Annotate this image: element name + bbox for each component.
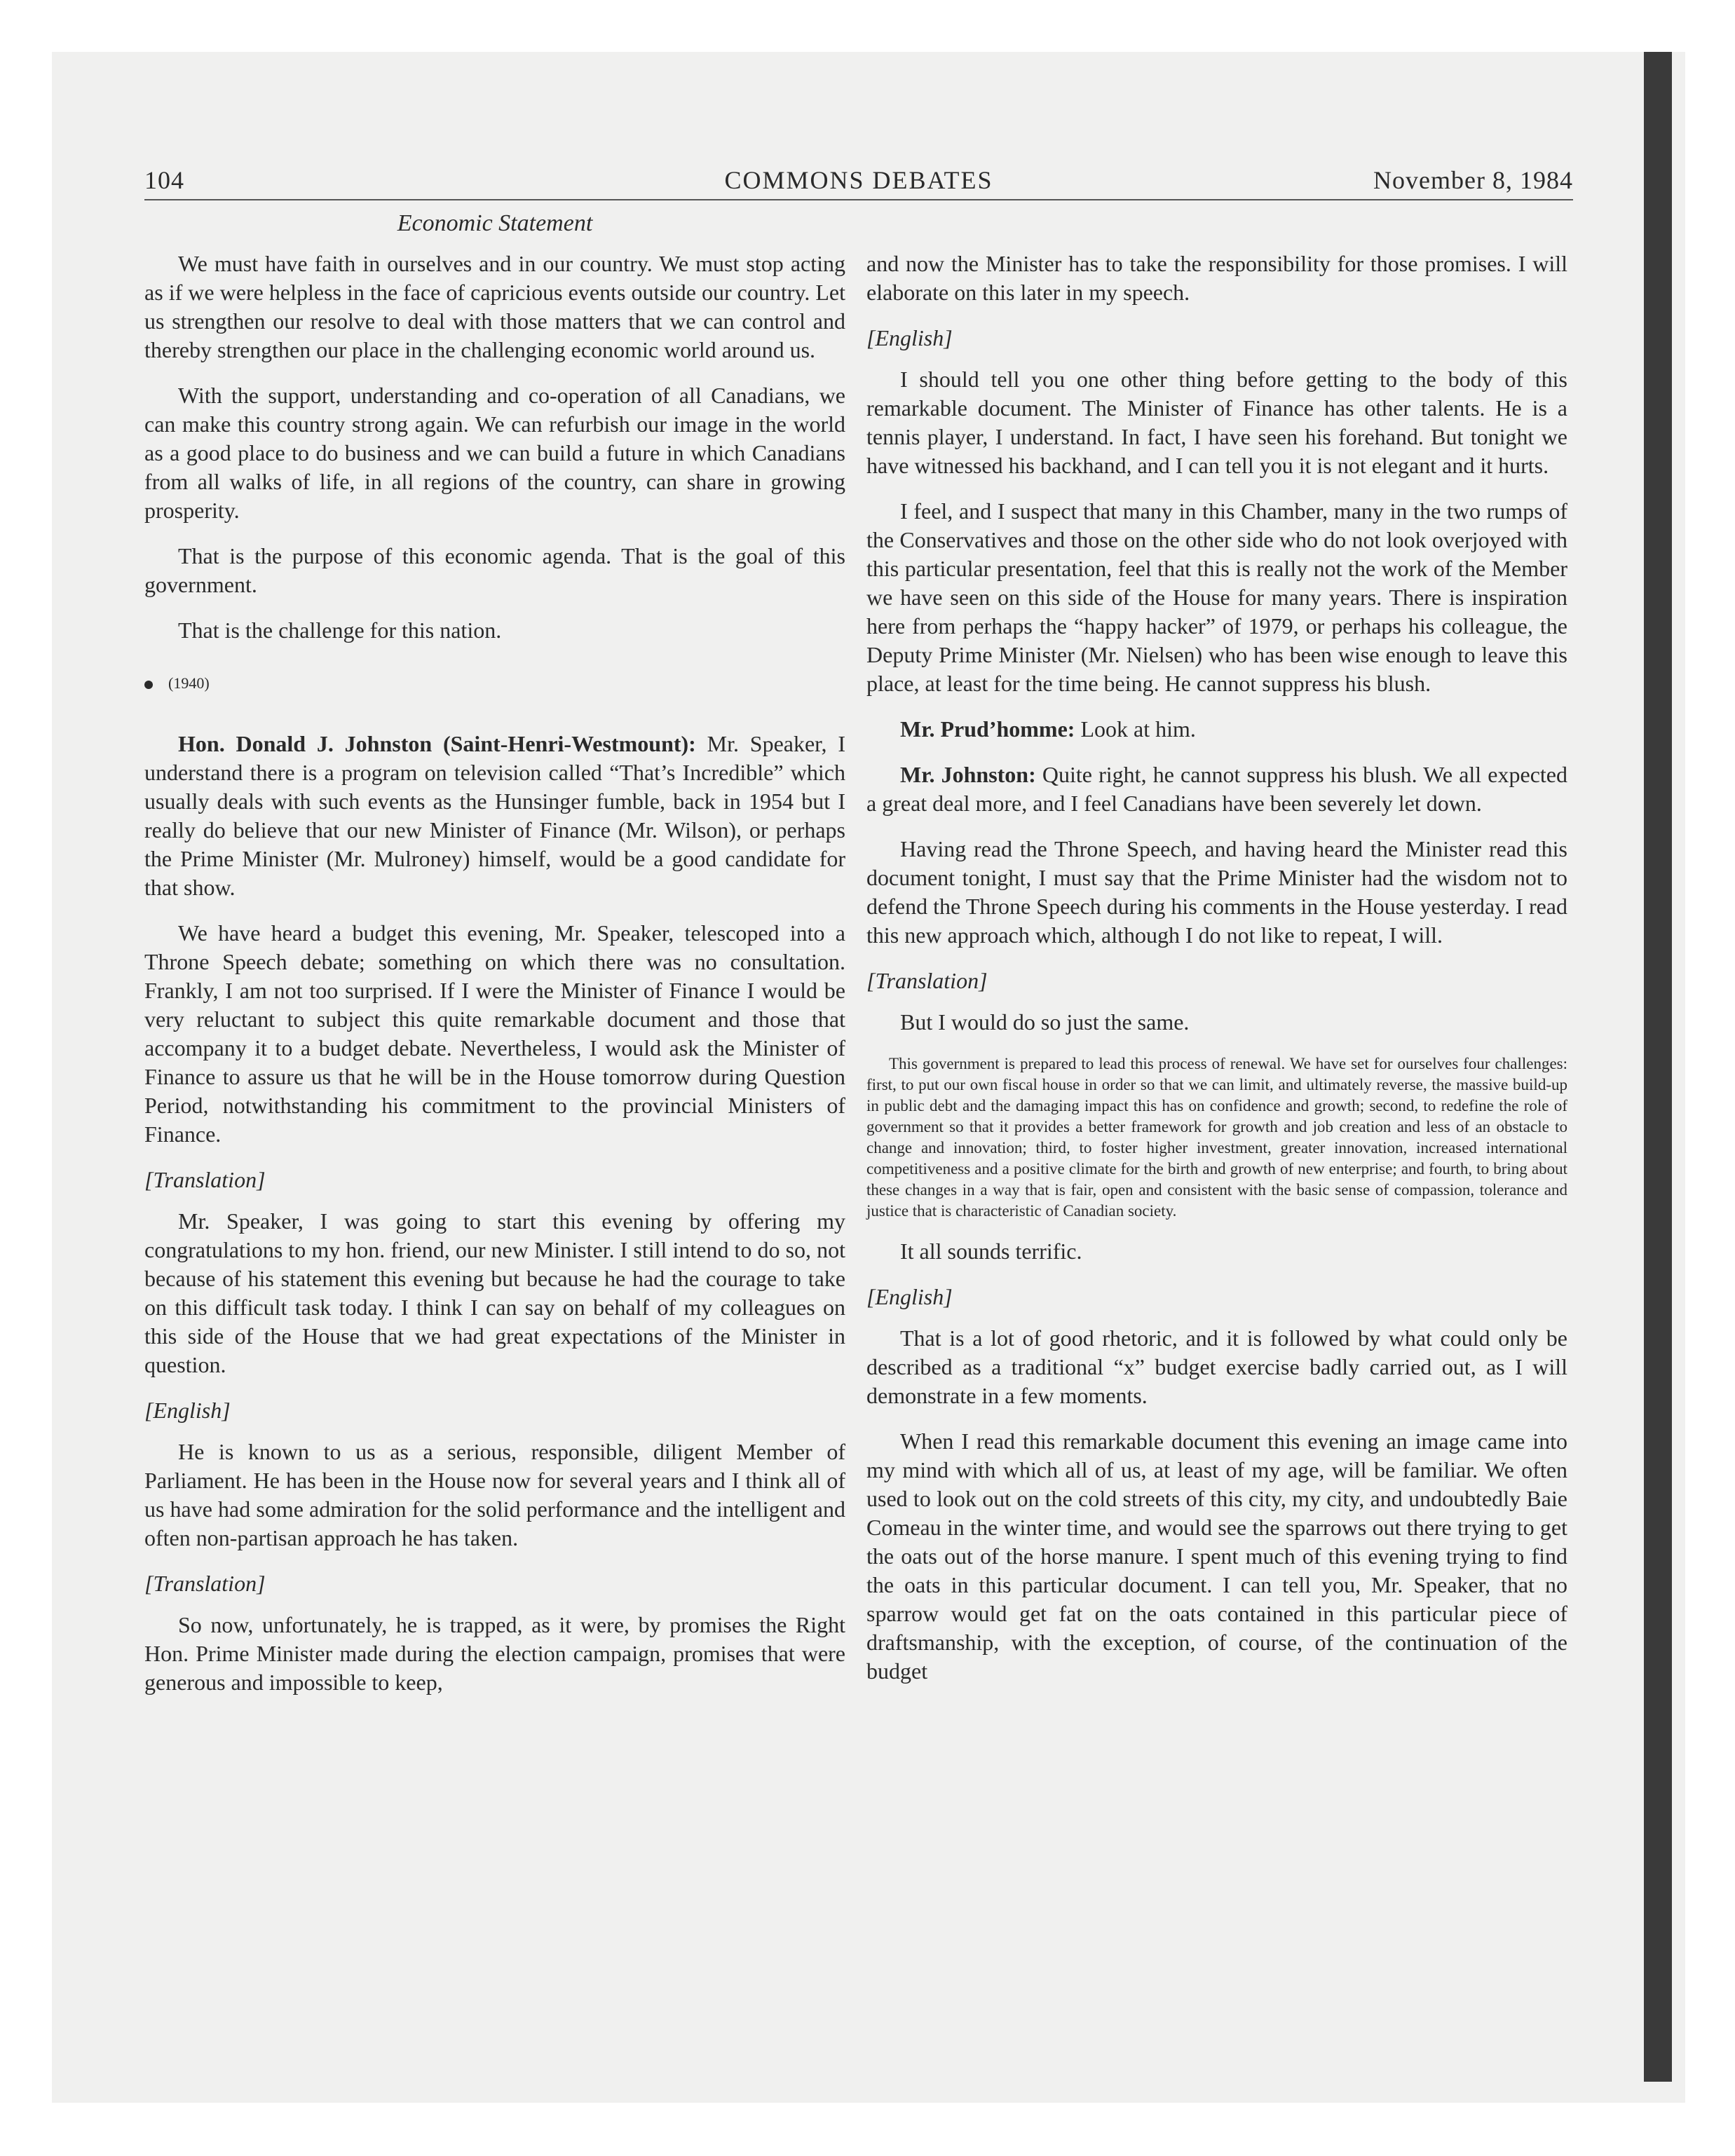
paragraph: and now the Minister has to take the responsibility for those promises. I will elaborate on this later in my speech.: [866, 251, 1567, 305]
paragraph: He is known to us as a serious, responsible, diligent Member of Parliament. He has been in the House now for several years and I think all of us have had some admiration for the solid performance and the intelligent and often non-partisan approach he has taken.: [144, 1439, 845, 1550]
speech-text: Quite right, he cannot suppress his blush. We all expected a great deal more, and I feel Canadians have been severely let down.: [866, 762, 1568, 816]
paragraph: That is the purpose of this economic agenda. That is the goal of this government.: [144, 543, 845, 597]
block-quote: This government is prepared to lead this process of renewal. We have set for ourselves four challenges: first, to put our own fiscal house in order so that we can limit, and ultimately reverse, the massive build-up in public debt and the damaging impact this has on confidence and growth; second, to redefine the role of government so that it provides a better framework for growth and job creation and less of an obstacle to change and innovation; third, to foster higher investment, greater innovation, increased international competitiveness and a positive climate for the birth and growth of new enterprise; and fourth, to bring about these changes in a way that is fair, open and consistent with the basic sense of compassion, tolerance and justice that is characteristic of Canadian society.: [866, 1055, 1567, 1220]
running-header: [144, 161, 1573, 200]
time-value: (1940): [168, 674, 210, 692]
paragraph: So now, unfortunately, he is trapped, as it were, by promises the Right Hon. Prime Minister made during the election campaign, promises that were generous and impossible to keep,: [144, 1612, 845, 1695]
speaker-name: Mr. Prud’homme:: [900, 716, 1075, 742]
left-column: [144, 250, 845, 1714]
paragraph: I feel, and I suspect that many in this Chamber, many in the two rumps of the Conservatives and those on the other side who do not look overjoyed with this particular presentation, feel that this is really not the work of the Member we have seen on this side of the House for many years. There is inspiration here from perhaps the “happy hacker” of 1979, or perhaps his colleague, the Deputy Prime Minister (Mr. Nielsen) who has been wise enough to leave this place, at least for the time being. He cannot suppress his blush.: [866, 498, 1567, 696]
speech-text: Look at him.: [1080, 716, 1196, 742]
paragraph: [866, 715, 1567, 744]
header-date: November 8, 1984: [1373, 166, 1573, 194]
paragraph: When I read this remarkable document this evening an image came into my mind with which all of us, at least of my age, will be familiar. We often used to look out on the cold streets of this city, my city, and undoubtedly Baie Comeau in the winter time, and would see the sparrows out there trying to get the oats out of the horse manure. I spent much of this evening trying to find the oats in this particular document. I can tell you, Mr. Speaker, that no sparrow would get fat on the oats contained in this particular piece of draftsmanship, with the exception, of course, of the continuation of the budget: [866, 1428, 1567, 1684]
document-page: [144, 161, 1573, 1695]
page-number: 104: [144, 166, 184, 194]
language-tag: [Translation]: [866, 968, 988, 993]
paragraph: Having read the Throne Speech, and having heard the Minister read this document tonight, I must say that the Prime Minister had the wisdom not to defend the Throne Speech during his comments in the House yesterday. I read this new approach which, although I do not like to repeat, I will.: [866, 836, 1567, 948]
bullet-icon: [144, 681, 153, 689]
paragraph: Mr. Speaker, I was going to start this evening by offering my congratulations to my hon. friend, our new Minister. I still intend to do so, not because of his statement this evening but because he had the courage to take on this difficult task today. I think I can say on behalf of my colleagues on this side of the House that we had great expectations of the Minister in question.: [144, 1208, 845, 1377]
scan-edge-shadow: [1644, 52, 1672, 2082]
language-tag: [English]: [866, 1284, 953, 1309]
paragraph: We must have faith in ourselves and in our country. We must stop acting as if we were helpless in the face of capricious events outside our country. Let us strengthen our resolve to deal with those matters that we can control and thereby strengthen our place in the challenging economic world around us.: [144, 251, 845, 362]
paragraph: That is a lot of good rhetoric, and it is followed by what could only be described as a traditional “x” budget exercise badly carried out, as I will demonstrate in a few moments.: [866, 1325, 1567, 1408]
paragraph: But I would do so just the same.: [900, 1009, 1190, 1035]
language-tag: [Translation]: [144, 1571, 266, 1596]
speaker-name: Hon. Donald J. Johnston (Saint-Henri-Westmount):: [178, 731, 696, 756]
paragraph: That is the challenge for this nation.: [178, 618, 502, 643]
paragraph: I should tell you one other thing before getting to the body of this remarkable document. The Minister of Finance has other talents. He is a tennis player, I understand. In fact, I have seen his forehand. But tonight we have witnessed his backhand, and I can tell you it is not elegant and it hurts.: [866, 367, 1567, 478]
paragraph: [144, 730, 845, 902]
publication-title: COMMONS DEBATES: [724, 166, 993, 194]
language-tag: [English]: [866, 325, 953, 350]
language-tag: [Translation]: [144, 1167, 266, 1192]
paragraph: We have heard a budget this evening, Mr. Speaker, telescoped into a Throne Speech debate; something on which there was no consultation. Frankly, I am not too surprised. If I were the Minister of Finance I would be very reluctant to subject this quite remarkable document and those that accompany it to a budget debate. Nevertheless, I would ask the Minister of Finance to assure us that he will be in the House tomorrow during Question Period, notwithstanding his commitment to the provincial Ministers of Finance.: [144, 920, 845, 1147]
time-stamp: [144, 669, 845, 697]
section-title: Economic Statement: [397, 210, 593, 236]
paragraph: [866, 760, 1567, 818]
speaker-name: Mr. Johnston:: [900, 762, 1036, 787]
paragraph: It all sounds terrific.: [900, 1239, 1082, 1264]
language-tag: [English]: [144, 1398, 231, 1423]
paragraph: With the support, understanding and co-operation of all Canadians, we can make this country strong again. We can refurbish our image in the world as a good place to do business and we can build a future in which Canadians from all walks of life, in all regions of the country, can share in growing prosperity.: [144, 383, 845, 523]
speech-text: Mr. Speaker, I understand there is a program on television called “That’s Incredible” which usually deals with such events as the Hunsinger fumble, back in 1954 but I really do believe that our new Minister of Finance (Mr. Wilson), or perhaps the Prime Minister (Mr. Mulroney) himself, would be a good candidate for that show.: [144, 731, 845, 900]
right-column: [866, 250, 1567, 1703]
